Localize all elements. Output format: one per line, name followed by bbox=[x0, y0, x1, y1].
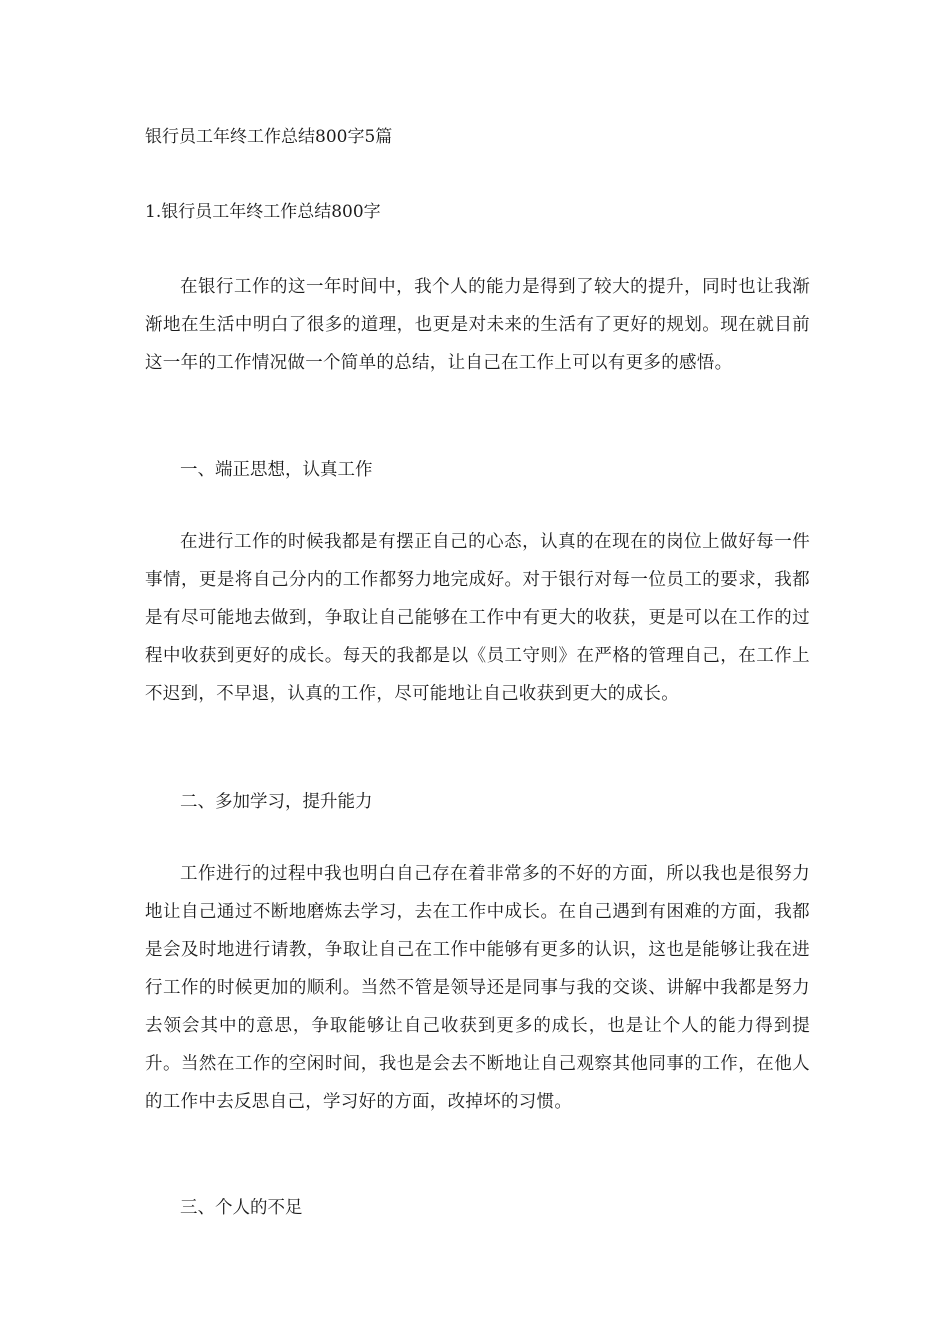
heading-1: 一、端正思想，认真工作 bbox=[180, 460, 373, 480]
paragraph-2: 工作进行的过程中我也明白自己存在着非常多的不好的方面，所以我也是很努力地让自己通过不断地磨炼去学习，去在工作中成长。在自己遇到有困难的方面，我都是会及时地进行请教，争取让自己在工作中能够有更多的认识，这也是能够让我在进行工作的时候更加的顺利。当然不管是领导还是同事与我的交谈、讲解中我都是努力去领会其中的意思，争取能够让自己收获到更多的成长，也是让个人的能力得到提升。当然在工作的空闲时间，我也是会去不断地让自己观察其他同事的工作，在他人的工作中去反思自己，学习好的方面，改掉坏的习惯。 bbox=[145, 864, 810, 1112]
intro-paragraph: 在银行工作的这一年时间中，我个人的能力是得到了较大的提升，同时也让我渐渐地在生活中明白了很多的道理，也更是对未来的生活有了更好的规划。现在就目前这一年的工作情况做一个简单的总结，让自己在工作上可以有更多的感悟。 bbox=[145, 277, 810, 373]
document-title: 银行员工年终工作总结800字5篇 bbox=[145, 127, 393, 147]
section-title: 1.银行员工年终工作总结800字 bbox=[145, 202, 381, 222]
paragraph-1: 在进行工作的时候我都是有摆正自己的心态，认真的在现在的岗位上做好每一件事情，更是将自己分内的工作都努力地完成好。对于银行对每一位员工的要求，我都是有尽可能地去做到，争取让自己能够在工作中有更大的收获，更是可以在工作的过程中收获到更好的成长。每天的我都是以《员工守则》在严格的管理自己，在工作上不迟到，不早退，认真的工作，尽可能地让自己收获到更大的成长。 bbox=[145, 532, 810, 704]
heading-2: 二、多加学习，提升能力 bbox=[180, 792, 373, 812]
heading-3: 三、个人的不足 bbox=[180, 1198, 303, 1218]
